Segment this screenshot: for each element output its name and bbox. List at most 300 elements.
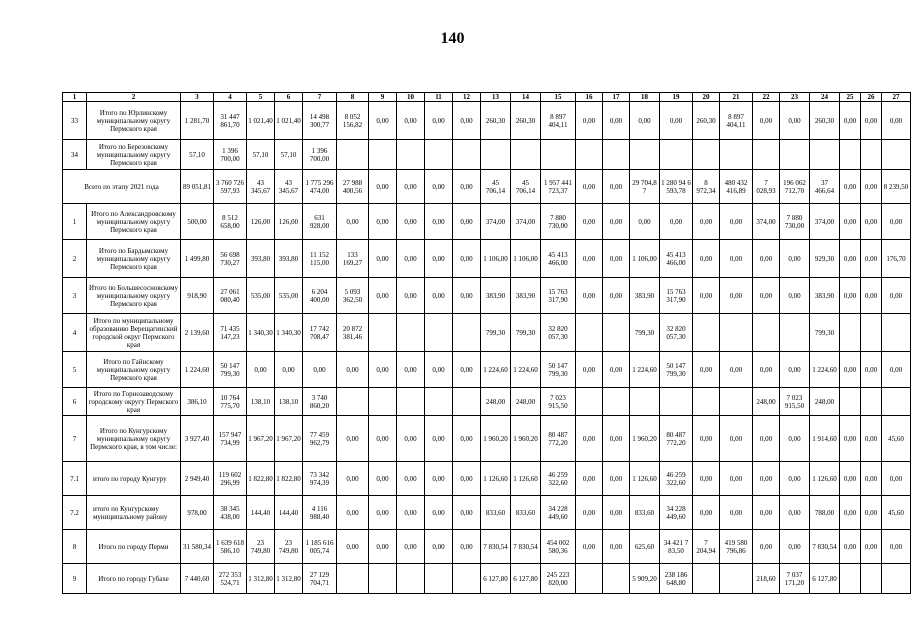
value-cell: 0,00 xyxy=(720,496,753,530)
value-cell: 0,00 xyxy=(780,102,810,140)
value-cell xyxy=(630,388,660,416)
value-cell xyxy=(882,388,911,416)
value-cell xyxy=(861,140,882,170)
value-cell: 0,00 xyxy=(369,170,397,204)
value-cell: 1 224,60 xyxy=(511,352,541,388)
row-number: 7 xyxy=(63,416,87,462)
column-number-header: 14 xyxy=(511,93,541,102)
value-cell: 50 147 799,30 xyxy=(214,352,247,388)
value-cell: 799,30 xyxy=(630,314,660,352)
value-cell: 799,30 xyxy=(810,314,840,352)
value-cell: 0,00 xyxy=(425,496,453,530)
value-cell: 7 023 915,50 xyxy=(780,388,810,416)
row-number: 5 xyxy=(63,352,87,388)
value-cell xyxy=(511,140,541,170)
table-row xyxy=(63,530,911,564)
value-cell: 0,00 xyxy=(453,170,481,204)
value-cell: 1 822,80 xyxy=(275,462,303,496)
value-cell: 43 345,67 xyxy=(247,170,275,204)
value-cell: 1 639 618 586,10 xyxy=(214,530,247,564)
value-cell: 80 487 772,20 xyxy=(660,416,693,462)
value-cell: 0,00 xyxy=(576,204,603,240)
value-cell: 7 028,93 xyxy=(753,170,780,204)
value-cell: 1 021,40 xyxy=(275,102,303,140)
value-cell: 50 147 799,30 xyxy=(541,352,576,388)
value-cell xyxy=(810,140,840,170)
value-cell xyxy=(840,314,861,352)
column-number-header: 11 xyxy=(425,93,453,102)
value-cell: 3 740 860,20 xyxy=(303,388,337,416)
value-cell: 8 052 156,82 xyxy=(337,102,369,140)
value-cell: 0,00 xyxy=(861,278,882,314)
column-number-header: 16 xyxy=(576,93,603,102)
value-cell: 0,00 xyxy=(397,352,425,388)
value-cell xyxy=(481,140,511,170)
value-cell: 0,00 xyxy=(425,462,453,496)
value-cell: 454 002 580,36 xyxy=(541,530,576,564)
value-cell xyxy=(603,388,630,416)
value-cell: 89 051,81 xyxy=(181,170,214,204)
value-cell: 480 432 416,89 xyxy=(720,170,753,204)
value-cell: 0,00 xyxy=(397,496,425,530)
value-cell: 0,00 xyxy=(753,278,780,314)
value-cell: 799,30 xyxy=(481,314,511,352)
row-name: Всего по этапу 2021 года xyxy=(63,170,181,204)
value-cell: 1 106,00 xyxy=(630,240,660,278)
value-cell: 218,60 xyxy=(753,564,780,594)
page-number: 140 xyxy=(440,30,465,47)
value-cell: 248,00 xyxy=(511,388,541,416)
value-cell xyxy=(397,140,425,170)
column-number-header: 3 xyxy=(181,93,214,102)
column-number-header: 26 xyxy=(861,93,882,102)
value-cell: 0,00 xyxy=(369,352,397,388)
value-cell: 0,00 xyxy=(840,496,861,530)
value-cell: 248,00 xyxy=(481,388,511,416)
value-cell: 0,00 xyxy=(861,352,882,388)
value-cell: 0,00 xyxy=(369,278,397,314)
value-cell: 0,00 xyxy=(780,462,810,496)
value-cell: 0,00 xyxy=(453,278,481,314)
value-cell: 248,00 xyxy=(753,388,780,416)
column-number-header: 15 xyxy=(541,93,576,102)
value-cell: 0,00 xyxy=(337,496,369,530)
value-cell: 625,60 xyxy=(630,530,660,564)
value-cell: 7 830,54 xyxy=(511,530,541,564)
value-cell: 1 396 700,00 xyxy=(214,140,247,170)
value-cell: 0,00 xyxy=(576,462,603,496)
value-cell: 788,00 xyxy=(810,496,840,530)
value-cell: 0,00 xyxy=(453,496,481,530)
value-cell: 0,00 xyxy=(425,352,453,388)
value-cell xyxy=(693,388,720,416)
value-cell: 1 312,80 xyxy=(247,564,275,594)
row-number: 4 xyxy=(63,314,87,352)
budget-table xyxy=(62,92,911,594)
value-cell: 0,00 xyxy=(603,352,630,388)
value-cell: 1 960,20 xyxy=(630,416,660,462)
value-cell xyxy=(337,388,369,416)
value-cell: 0,00 xyxy=(425,102,453,140)
value-cell: 0,00 xyxy=(753,352,780,388)
row-name: Итого по городу Перми xyxy=(87,530,181,564)
value-cell: 1 185 616 005,74 xyxy=(303,530,337,564)
column-number-header: 19 xyxy=(660,93,693,102)
value-cell: 38 345 438,00 xyxy=(214,496,247,530)
column-number-header: 12 xyxy=(453,93,481,102)
value-cell: 0,00 xyxy=(453,530,481,564)
value-cell: 0,00 xyxy=(397,416,425,462)
value-cell: 0,00 xyxy=(453,240,481,278)
header-row xyxy=(63,93,911,102)
value-cell xyxy=(693,564,720,594)
value-cell: 0,00 xyxy=(603,496,630,530)
row-number: 2 xyxy=(63,240,87,278)
value-cell: 0,00 xyxy=(693,462,720,496)
value-cell: 31 580,34 xyxy=(181,530,214,564)
value-cell xyxy=(453,564,481,594)
value-cell: 833,60 xyxy=(511,496,541,530)
value-cell: 0,00 xyxy=(369,240,397,278)
value-cell: 374,00 xyxy=(810,204,840,240)
value-cell: 0,00 xyxy=(425,240,453,278)
value-cell: 5 093 362,50 xyxy=(337,278,369,314)
row-number: 6 xyxy=(63,388,87,416)
row-name: Итого по городу Губахе xyxy=(87,564,181,594)
row-name: Итого по Юрлинскому муниципальному округу Пермского края xyxy=(87,102,181,140)
value-cell: 1 960,20 xyxy=(481,416,511,462)
value-cell xyxy=(693,140,720,170)
row-number: 33 xyxy=(63,102,87,140)
value-cell: 45 706,14 xyxy=(511,170,541,204)
column-number-header: 7 xyxy=(303,93,337,102)
table-row xyxy=(63,388,911,416)
table-row xyxy=(63,416,911,462)
value-cell xyxy=(369,564,397,594)
table-row xyxy=(63,314,911,352)
value-cell: 535,00 xyxy=(275,278,303,314)
value-cell: 0,00 xyxy=(693,204,720,240)
value-cell: 0,00 xyxy=(720,352,753,388)
value-cell: 1 967,20 xyxy=(275,416,303,462)
subtotal-row xyxy=(63,462,911,496)
table-row xyxy=(63,352,911,388)
value-cell xyxy=(780,314,810,352)
value-cell: 0,00 xyxy=(603,170,630,204)
value-cell: 15 763 317,90 xyxy=(660,278,693,314)
value-cell: 1 499,80 xyxy=(181,240,214,278)
value-cell: 833,60 xyxy=(630,496,660,530)
value-cell: 0,00 xyxy=(720,462,753,496)
value-cell xyxy=(453,314,481,352)
value-cell: 32 820 057,30 xyxy=(660,314,693,352)
value-cell xyxy=(882,314,911,352)
value-cell: 0,00 xyxy=(780,530,810,564)
value-cell: 0,00 xyxy=(882,278,911,314)
value-cell: 57,10 xyxy=(181,140,214,170)
value-cell xyxy=(453,388,481,416)
value-cell: 0,00 xyxy=(861,416,882,462)
value-cell: 34 228 449,60 xyxy=(541,496,576,530)
value-cell: 0,00 xyxy=(753,496,780,530)
value-cell: 1 914,60 xyxy=(810,416,840,462)
value-cell: 77 459 962,79 xyxy=(303,416,337,462)
value-cell: 1 312,80 xyxy=(275,564,303,594)
value-cell: 0,00 xyxy=(425,416,453,462)
value-cell: 34 421 7 83,50 xyxy=(660,530,693,564)
value-cell: 0,00 xyxy=(397,462,425,496)
value-cell: 0,00 xyxy=(780,416,810,462)
value-cell: 0,00 xyxy=(840,462,861,496)
column-number-header: 1 xyxy=(63,93,87,102)
value-cell: 0,00 xyxy=(882,102,911,140)
value-cell: 0,00 xyxy=(840,416,861,462)
value-cell: 20 872 381,46 xyxy=(337,314,369,352)
value-cell: 0,00 xyxy=(453,204,481,240)
value-cell: 0,00 xyxy=(861,102,882,140)
value-cell xyxy=(603,140,630,170)
value-cell: 8 897 404,11 xyxy=(541,102,576,140)
column-number-header: 13 xyxy=(481,93,511,102)
column-number-header: 10 xyxy=(397,93,425,102)
column-number-header: 22 xyxy=(753,93,780,102)
value-cell: 0,00 xyxy=(453,102,481,140)
value-cell xyxy=(397,564,425,594)
value-cell: 245 223 820,00 xyxy=(541,564,576,594)
value-cell: 833,60 xyxy=(481,496,511,530)
value-cell: 0,00 xyxy=(630,204,660,240)
value-cell: 374,00 xyxy=(481,204,511,240)
value-cell: 0,00 xyxy=(630,102,660,140)
value-cell: 0,00 xyxy=(861,530,882,564)
value-cell: 126,00 xyxy=(247,204,275,240)
table-body xyxy=(63,102,911,594)
value-cell: 0,00 xyxy=(840,352,861,388)
value-cell xyxy=(753,314,780,352)
value-cell: 157 947 734,99 xyxy=(214,416,247,462)
value-cell: 0,00 xyxy=(840,530,861,564)
value-cell: 0,00 xyxy=(453,352,481,388)
value-cell: 386,10 xyxy=(181,388,214,416)
row-number: 7.2 xyxy=(63,496,87,530)
value-cell: 0,00 xyxy=(337,204,369,240)
value-cell: 27 988 400,56 xyxy=(337,170,369,204)
value-cell: 0,00 xyxy=(303,352,337,388)
value-cell: 0,00 xyxy=(603,278,630,314)
value-cell: 0,00 xyxy=(369,204,397,240)
value-cell: 0,00 xyxy=(693,416,720,462)
value-cell xyxy=(720,388,753,416)
value-cell xyxy=(576,140,603,170)
value-cell: 1 822,80 xyxy=(247,462,275,496)
value-cell: 6 127,80 xyxy=(481,564,511,594)
value-cell: 0,00 xyxy=(369,462,397,496)
value-cell: 45,60 xyxy=(882,416,911,462)
value-cell: 0,00 xyxy=(753,416,780,462)
value-cell: 57,10 xyxy=(275,140,303,170)
value-cell: 383,90 xyxy=(810,278,840,314)
value-cell: 37 466,64 xyxy=(810,170,840,204)
table-row xyxy=(63,564,911,594)
value-cell: 0,00 xyxy=(425,278,453,314)
value-cell xyxy=(840,564,861,594)
value-cell: 0,00 xyxy=(576,496,603,530)
value-cell: 7 204,94 xyxy=(693,530,720,564)
value-cell: 7 880 730,00 xyxy=(780,204,810,240)
value-cell: 0,00 xyxy=(603,462,630,496)
value-cell: 3 927,40 xyxy=(181,416,214,462)
value-cell: 0,00 xyxy=(337,416,369,462)
value-cell: 138,10 xyxy=(275,388,303,416)
column-number-header: 5 xyxy=(247,93,275,102)
value-cell: 0,00 xyxy=(660,102,693,140)
value-cell: 2 949,40 xyxy=(181,462,214,496)
row-name: Итого по муниципальному образованию Верещагинский городской округ Пермского края xyxy=(87,314,181,352)
value-cell xyxy=(780,140,810,170)
value-cell: 260,30 xyxy=(693,102,720,140)
value-cell: 1 960,20 xyxy=(511,416,541,462)
value-cell: 248,00 xyxy=(810,388,840,416)
value-cell: 1 224,60 xyxy=(481,352,511,388)
value-cell: 46 259 322,60 xyxy=(660,462,693,496)
value-cell: 0,00 xyxy=(576,352,603,388)
column-number-header: 4 xyxy=(214,93,247,102)
column-number-header: 17 xyxy=(603,93,630,102)
value-cell: 631 928,00 xyxy=(303,204,337,240)
subtotal-row xyxy=(63,496,911,530)
value-cell: 1 224,60 xyxy=(810,352,840,388)
value-cell: 1 340,30 xyxy=(275,314,303,352)
column-number-header: 2 xyxy=(87,93,181,102)
value-cell: 46 259 322,60 xyxy=(541,462,576,496)
row-name: итого по городу Кунгуру xyxy=(87,462,181,496)
value-cell xyxy=(753,140,780,170)
value-cell: 0,00 xyxy=(425,170,453,204)
value-cell: 0,00 xyxy=(576,102,603,140)
value-cell: 1 126,60 xyxy=(810,462,840,496)
value-cell: 23 749,80 xyxy=(275,530,303,564)
value-cell: 0,00 xyxy=(425,204,453,240)
value-cell: 14 498 300,77 xyxy=(303,102,337,140)
column-number-header: 21 xyxy=(720,93,753,102)
row-number: 7.1 xyxy=(63,462,87,496)
table-row xyxy=(63,204,911,240)
value-cell: 1 106,00 xyxy=(481,240,511,278)
value-cell: 0,00 xyxy=(882,530,911,564)
value-cell: 0,00 xyxy=(397,278,425,314)
value-cell: 27 061 080,40 xyxy=(214,278,247,314)
value-cell: 10 764 775,70 xyxy=(214,388,247,416)
value-cell: 0,00 xyxy=(247,352,275,388)
value-cell: 50 147 799,30 xyxy=(660,352,693,388)
row-name: Итого по Бардымскому муниципальному округу Пермского края xyxy=(87,240,181,278)
value-cell: 45,60 xyxy=(882,496,911,530)
value-cell: 1 021,40 xyxy=(247,102,275,140)
value-cell: 0,00 xyxy=(603,416,630,462)
value-cell: 0,00 xyxy=(753,462,780,496)
value-cell: 0,00 xyxy=(397,170,425,204)
value-cell xyxy=(720,314,753,352)
column-number-header: 9 xyxy=(369,93,397,102)
value-cell: 799,30 xyxy=(511,314,541,352)
value-cell: 0,00 xyxy=(753,102,780,140)
value-cell: 1 280 94 6 593,78 xyxy=(660,170,693,204)
value-cell: 7 023 915,50 xyxy=(541,388,576,416)
value-cell: 6 127,80 xyxy=(810,564,840,594)
value-cell: 374,00 xyxy=(753,204,780,240)
value-cell xyxy=(630,140,660,170)
value-cell: 43 345,67 xyxy=(275,170,303,204)
value-cell xyxy=(693,314,720,352)
value-cell: 272 353 524,71 xyxy=(214,564,247,594)
value-cell xyxy=(425,388,453,416)
value-cell: 260,30 xyxy=(511,102,541,140)
row-name: Итого по Александровскому муниципальному округу Пермского края xyxy=(87,204,181,240)
value-cell: 0,00 xyxy=(693,278,720,314)
value-cell: 0,00 xyxy=(840,240,861,278)
value-cell: 0,00 xyxy=(275,352,303,388)
value-cell: 0,00 xyxy=(840,102,861,140)
value-cell: 80 487 772,20 xyxy=(541,416,576,462)
value-cell: 1 224,60 xyxy=(181,352,214,388)
value-cell: 0,00 xyxy=(693,240,720,278)
value-cell: 0,00 xyxy=(603,240,630,278)
value-cell xyxy=(840,140,861,170)
value-cell: 6 204 400,00 xyxy=(303,278,337,314)
value-cell: 7 830,54 xyxy=(810,530,840,564)
value-cell: 500,00 xyxy=(181,204,214,240)
value-cell: 8 972,34 xyxy=(693,170,720,204)
value-cell: 2 139,60 xyxy=(181,314,214,352)
value-cell: 0,00 xyxy=(720,240,753,278)
value-cell: 0,00 xyxy=(861,496,882,530)
value-cell xyxy=(453,140,481,170)
table-row xyxy=(63,278,911,314)
value-cell: 0,00 xyxy=(840,278,861,314)
value-cell: 0,00 xyxy=(660,204,693,240)
value-cell: 0,00 xyxy=(780,352,810,388)
value-cell xyxy=(660,388,693,416)
value-cell: 1 126,60 xyxy=(630,462,660,496)
value-cell: 0,00 xyxy=(780,240,810,278)
row-name: Итого по Горнозаводскому городскому округу Пермского края xyxy=(87,388,181,416)
value-cell: 0,00 xyxy=(337,530,369,564)
value-cell: 0,00 xyxy=(861,170,882,204)
value-cell: 0,00 xyxy=(603,204,630,240)
row-number: 3 xyxy=(63,278,87,314)
value-cell: 1 340,30 xyxy=(247,314,275,352)
value-cell: 4 116 988,40 xyxy=(303,496,337,530)
value-cell: 0,00 xyxy=(425,530,453,564)
value-cell: 119 602 296,99 xyxy=(214,462,247,496)
value-cell: 0,00 xyxy=(369,102,397,140)
value-cell: 1 396 700,00 xyxy=(303,140,337,170)
value-cell: 1 126,60 xyxy=(481,462,511,496)
value-cell xyxy=(397,314,425,352)
value-cell: 27 129 704,71 xyxy=(303,564,337,594)
value-cell: 0,00 xyxy=(397,530,425,564)
value-cell: 0,00 xyxy=(720,204,753,240)
value-cell: 0,00 xyxy=(576,278,603,314)
value-cell xyxy=(840,388,861,416)
value-cell: 393,80 xyxy=(247,240,275,278)
value-cell xyxy=(576,388,603,416)
table-row xyxy=(63,240,911,278)
value-cell: 0,00 xyxy=(840,170,861,204)
value-cell: 31 447 861,70 xyxy=(214,102,247,140)
total-row xyxy=(63,170,911,204)
column-number-header: 23 xyxy=(780,93,810,102)
